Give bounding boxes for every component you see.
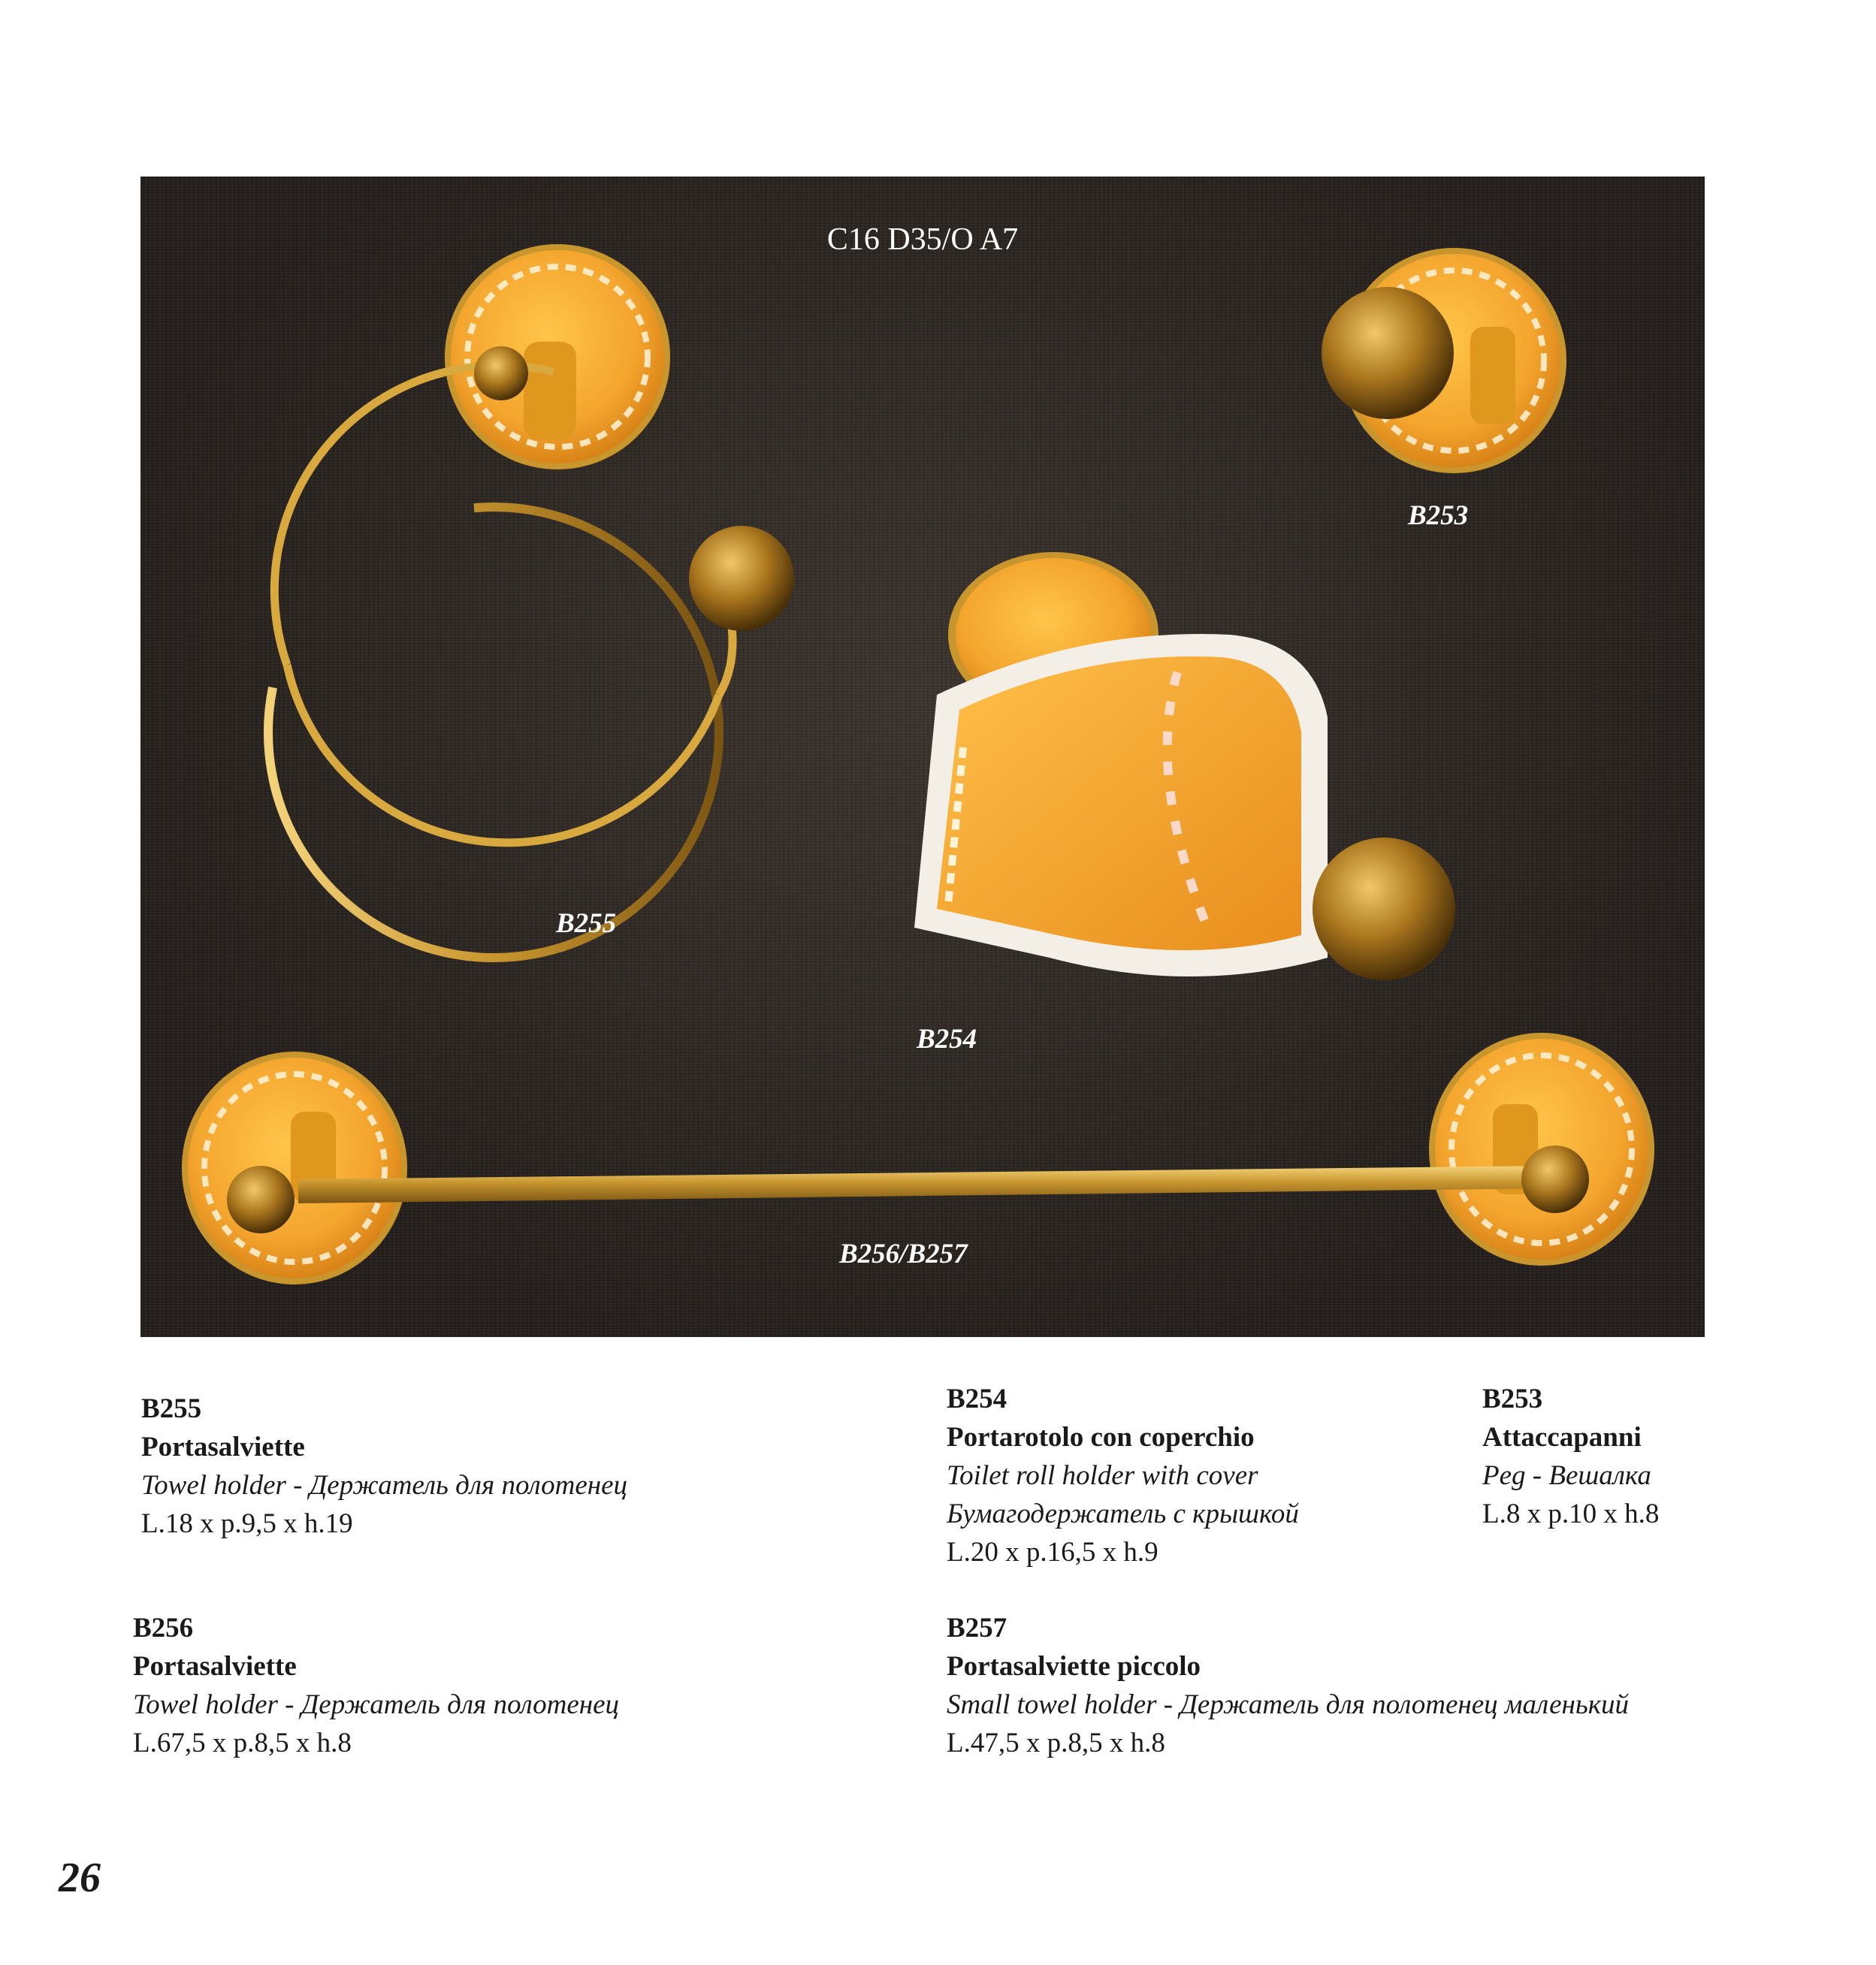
towel-ring-b255	[249, 244, 794, 976]
product-name: Portasalviette	[133, 1651, 297, 1682]
peg-b253	[1322, 248, 1566, 473]
product-code: B255	[141, 1393, 202, 1424]
product-code: B253	[1482, 1384, 1543, 1414]
product-dimensions: L.18 x p.9,5 x h.19	[141, 1508, 353, 1539]
product-dimensions: L.20 x p.16,5 x h.9	[947, 1537, 1159, 1568]
collection-code: C16 D35/O A7	[826, 222, 1019, 257]
product-name: Portasalviette piccolo	[947, 1651, 1201, 1682]
product-description: Peg - Вешалка	[1482, 1460, 1651, 1491]
spec-b253	[1482, 1380, 1659, 1533]
product-dimensions: L.47,5 x p.8,5 x h.8	[947, 1728, 1165, 1758]
spec-b256	[133, 1609, 619, 1762]
product-description: Toilet roll holder with cover	[947, 1460, 1258, 1491]
product-code: B257	[947, 1613, 1007, 1644]
label-b253: B253	[1408, 500, 1469, 531]
product-name: Portarotolo con coperchio	[947, 1422, 1255, 1453]
product-description: Towel holder - Держатель для полотенец	[141, 1470, 628, 1501]
product-illustration	[140, 177, 1705, 1337]
product-code: B254	[947, 1384, 1007, 1414]
page-number: 26	[59, 1855, 101, 1901]
product-description: Small towel holder - Держатель для полотенец маленький	[947, 1689, 1629, 1720]
product-name: Portasalviette	[141, 1432, 305, 1462]
toilet-roll-holder-b254	[914, 552, 1455, 980]
product-description: Towel holder - Держатель для полотенец	[133, 1689, 620, 1720]
product-description-ru: Бумагодержатель с крышкой	[947, 1499, 1299, 1529]
label-b256-b257: B256/B257	[839, 1239, 968, 1269]
product-dimensions: L.8 x p.10 x h.8	[1482, 1499, 1660, 1529]
spec-b254	[947, 1380, 1299, 1571]
spec-b255	[141, 1390, 627, 1543]
product-photo	[140, 177, 1705, 1337]
product-code: B256	[133, 1613, 194, 1644]
label-b254: B254	[917, 1024, 977, 1055]
spec-b257	[947, 1609, 1629, 1762]
product-name: Attaccapanni	[1482, 1422, 1642, 1453]
label-b255: B255	[556, 908, 617, 939]
product-dimensions: L.67,5 x p.8,5 x h.8	[133, 1728, 352, 1758]
